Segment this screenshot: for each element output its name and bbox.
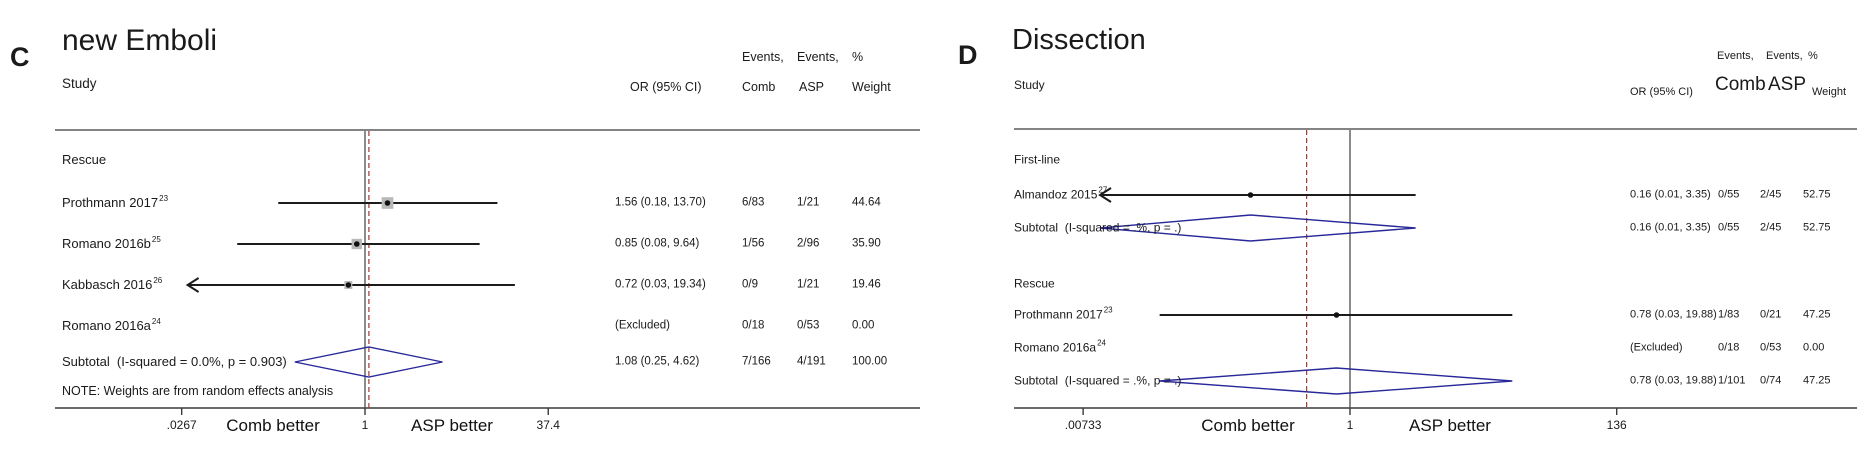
or-ci-cell: 0.16 (0.01, 3.35)	[1630, 188, 1711, 201]
axis-tick-label: .0267	[166, 418, 197, 432]
reference-superscript: 25	[151, 234, 161, 244]
panel-letter: C	[10, 42, 30, 72]
events-asp-cell: 1/21	[797, 278, 820, 291]
weight-cell: 0.00	[852, 319, 875, 332]
asp-column-header: ASP	[1768, 74, 1807, 95]
events-asp-cell: 2/96	[797, 237, 820, 250]
events-asp-cell: 2/45	[1760, 188, 1782, 201]
or-ci-cell: 1.56 (0.18, 13.70)	[615, 196, 706, 209]
or-ci-cell: 1.08 (0.25, 4.62)	[615, 355, 700, 368]
events-asp-cell: 4/191	[797, 355, 826, 368]
study-label: Romano 2016b$^{25}$	[62, 234, 161, 251]
panel-title: new Emboli	[62, 24, 218, 57]
events-asp-cell: 0/74	[1760, 374, 1782, 387]
point-estimate-dot	[1248, 192, 1254, 198]
axis-tick-label: 37.4	[536, 418, 560, 432]
subtotal-label: Subtotal (I-squared = 0.0%, p = 0.903)	[62, 353, 287, 369]
axis-tick-label: 1	[361, 418, 369, 432]
events-comb-cell: 1/83	[1718, 308, 1740, 321]
study-column-header: Study	[1014, 78, 1045, 92]
events-comb-header-line1: Events,	[742, 50, 784, 64]
axis-tick-label: .00733	[1064, 418, 1102, 432]
study-label: Romano 2016a$^{24}$	[1014, 338, 1106, 355]
events-comb-cell: 7/166	[742, 355, 771, 368]
events-asp-cell: 0/21	[1760, 308, 1782, 321]
events-comb-cell: 0/9	[742, 278, 758, 291]
or-ci-cell: (Excluded)	[1630, 341, 1683, 354]
events-asp-cell: 0/53	[797, 319, 820, 332]
axis-left-direction-label: Comb better	[226, 416, 320, 435]
comb-column-header: Comb	[1715, 74, 1766, 95]
events-comb-cell: 6/83	[742, 196, 765, 209]
axis-left-direction-label: Comb better	[1201, 416, 1295, 435]
reference-superscript: 24	[151, 316, 161, 326]
asp-column-header: ASP	[799, 80, 825, 94]
weight-cell: 47.25	[1803, 374, 1831, 387]
reference-superscript: 27	[1098, 185, 1108, 195]
study-label: Romano 2016a$^{24}$	[62, 316, 161, 333]
weight-cell: 52.75	[1803, 188, 1831, 201]
subtotal-label: Subtotal (I-squared = .%, p = .)	[1014, 373, 1182, 388]
study-label: Almandoz 2015$^{27}$	[1014, 185, 1108, 202]
percent-header: %	[852, 50, 864, 64]
random-effects-note: NOTE: Weights are from random effects analysis	[62, 384, 334, 398]
or-ci-cell: 0.85 (0.08, 9.64)	[615, 237, 700, 250]
reference-superscript: 26	[153, 275, 163, 285]
events-comb-cell: 1/101	[1718, 374, 1746, 387]
events-asp-cell: 1/21	[797, 196, 820, 209]
or-ci-cell: 0.78 (0.03, 19.88)	[1630, 374, 1717, 387]
panel-letter: D	[958, 40, 978, 70]
subtotal-diamond	[1160, 368, 1513, 394]
weight-marker	[344, 281, 352, 289]
weight-cell: 100.00	[852, 355, 888, 368]
reference-superscript: 23	[1103, 305, 1113, 315]
events-asp-cell: 2/45	[1760, 221, 1782, 234]
or-ci-column-header: OR (95% CI)	[630, 80, 702, 94]
weight-cell: 19.46	[852, 278, 881, 291]
subtotal-label: Subtotal (I-squared = .%, p = .)	[1014, 220, 1182, 235]
or-ci-cell: (Excluded)	[615, 319, 670, 332]
panel-new-emboli	[0, 0, 930, 465]
weight-cell: 0.00	[1803, 341, 1825, 354]
weight-marker	[382, 197, 394, 209]
events-comb-cell: 1/56	[742, 237, 765, 250]
axis-tick-label: 136	[1606, 418, 1627, 432]
events-comb-cell: 0/18	[1718, 341, 1740, 354]
point-estimate-dot	[354, 241, 360, 247]
study-label: Kabbasch 2016$^{26}$	[62, 275, 163, 292]
reference-superscript: 23	[159, 193, 169, 203]
events-comb-header-line1: Events,	[1717, 50, 1754, 62]
study-column-header: Study	[62, 76, 97, 91]
events-asp-header-line1: Events,	[1766, 50, 1803, 62]
events-comb-cell: 0/55	[1718, 188, 1740, 201]
percent-header: %	[1808, 50, 1818, 62]
weight-column-header: Weight	[852, 80, 891, 94]
study-label: Prothmann 2017$^{23}$	[62, 193, 169, 210]
weight-cell: 47.25	[1803, 308, 1831, 321]
weight-marker	[352, 239, 362, 249]
group-label: Rescue	[62, 151, 107, 167]
panel-title: Dissection	[1012, 24, 1146, 56]
or-ci-cell: 0.16 (0.01, 3.35)	[1630, 221, 1711, 234]
or-ci-column-header: OR (95% CI)	[1630, 86, 1693, 98]
or-ci-cell: 0.72 (0.03, 19.34)	[615, 278, 706, 291]
axis-tick-label: 1	[1346, 418, 1354, 432]
panel-dissection	[930, 0, 1861, 465]
point-estimate-dot	[1334, 312, 1340, 318]
group-label: First-line	[1014, 152, 1061, 167]
comb-column-header: Comb	[742, 80, 776, 94]
or-ci-cell: 0.78 (0.03, 19.88)	[1630, 308, 1717, 321]
weight-cell: 35.90	[852, 237, 881, 250]
weight-column-header: Weight	[1812, 86, 1847, 98]
point-estimate-dot	[346, 282, 352, 288]
point-estimate-dot	[385, 200, 391, 206]
subtotal-diamond	[295, 347, 443, 377]
events-asp-cell: 0/53	[1760, 341, 1782, 354]
arrow-head-left	[188, 278, 199, 292]
events-comb-cell: 0/18	[742, 319, 765, 332]
axis-right-direction-label: ASP better	[1409, 416, 1491, 435]
group-label: Rescue	[1014, 276, 1055, 291]
axis-right-direction-label: ASP better	[411, 416, 493, 435]
study-label: Prothmann 2017$^{23}$	[1014, 305, 1113, 322]
reference-superscript: 24	[1097, 338, 1106, 348]
events-comb-cell: 0/55	[1718, 221, 1740, 234]
weight-cell: 52.75	[1803, 221, 1831, 234]
weight-cell: 44.64	[852, 196, 881, 209]
events-asp-header-line1: Events,	[797, 50, 839, 64]
